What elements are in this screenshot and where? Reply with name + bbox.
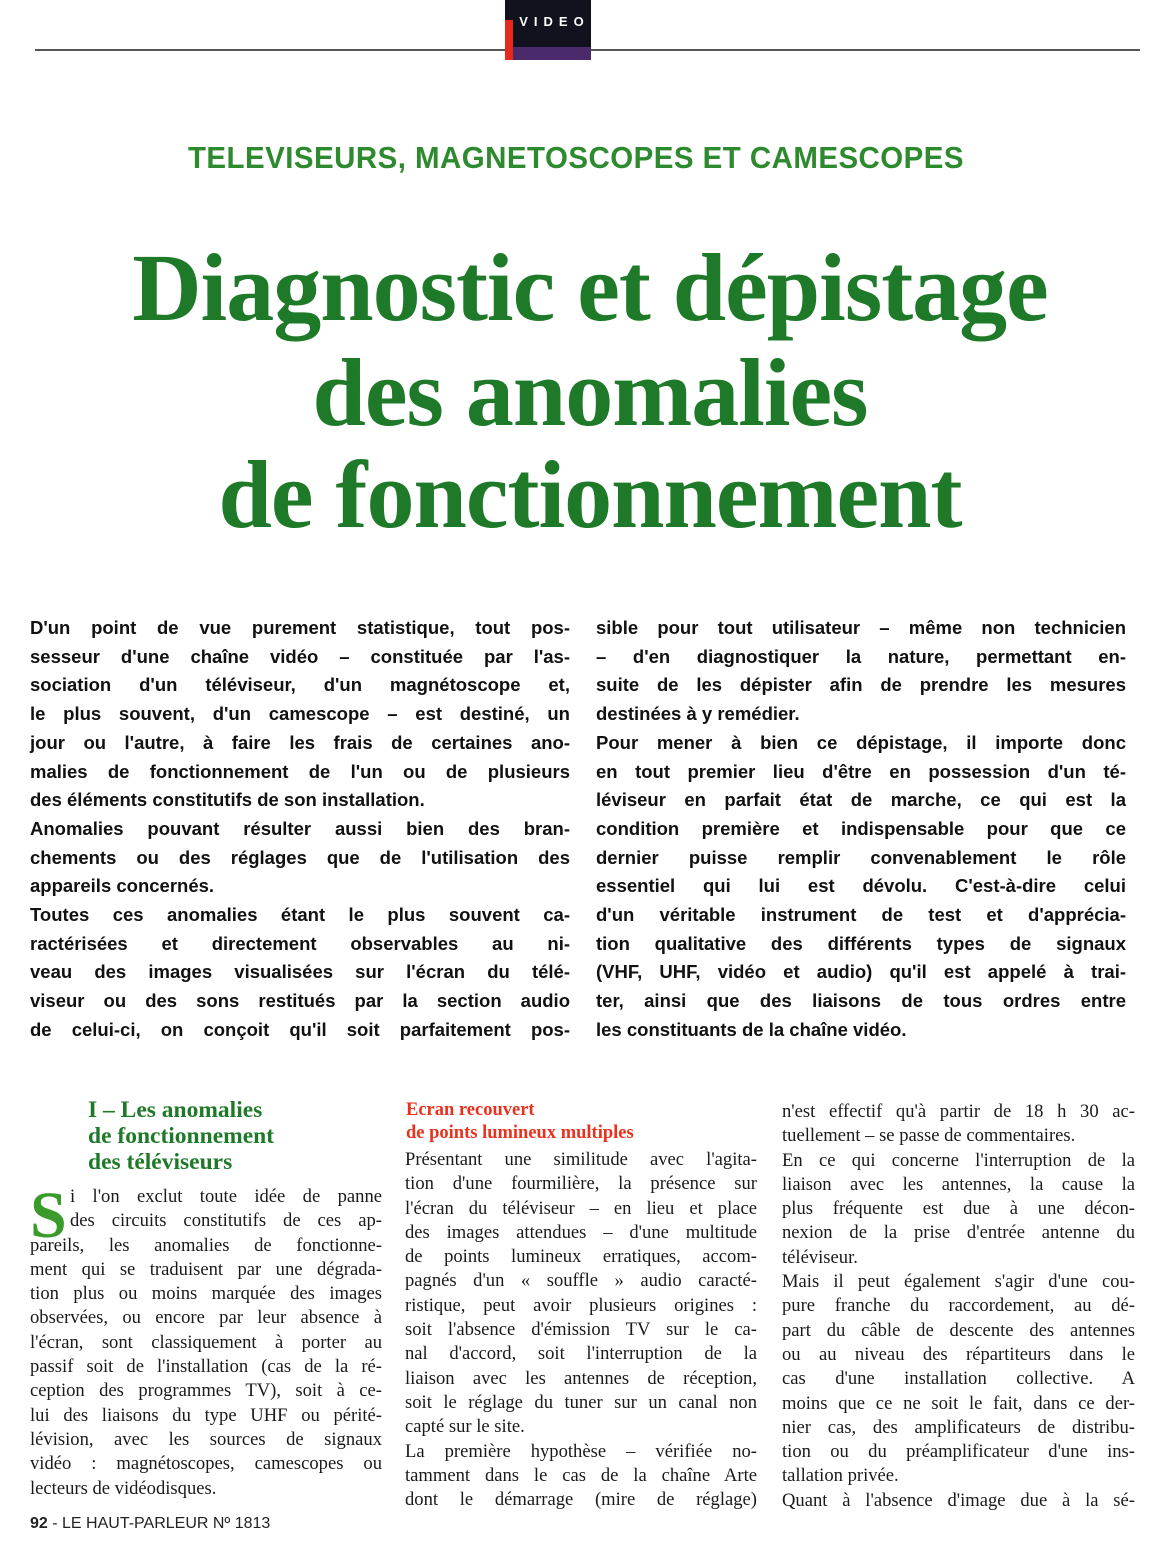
kicker-subtitle: TELEVISEURS, MAGNETOSCOPES ET CAMESCOPES (187, 140, 965, 175)
text-line: Toutes ces anomalies étant le plus souvent ca- (30, 904, 570, 926)
text-line: des éléments constitutifs de son installation. (30, 789, 425, 811)
text-line: ristique, peut avoir plusieurs origines : (405, 1294, 757, 1316)
text-line: D'un point de vue purement statistique, tout pos- (30, 617, 570, 638)
text-line: l'écran, sont classiquement à porter au (30, 1331, 382, 1353)
text-line: dont le démarrage (mire de réglage) (405, 1489, 757, 1511)
body-column-2 (405, 1148, 757, 1512)
text-line: les constituants de la chaîne vidéo. (596, 1018, 907, 1040)
text-line: d'un véritable instrument de test et d'apprécia- (596, 904, 1126, 926)
text-line: pure franche du raccordement, au dé- (782, 1295, 1135, 1317)
text-line: de points lumineux erratiques, accom- (405, 1246, 757, 1268)
text-line: liaison avec les antennes, la cause la (782, 1173, 1135, 1195)
page-footer (30, 1515, 270, 1533)
intro-column-1 (30, 614, 570, 1045)
text-line: plus fréquente est due à une décon- (782, 1198, 1135, 1220)
text-line: La première hypothèse – vérifiée no- (405, 1440, 757, 1462)
text-line: passif soit de l'installation (cas de la ré- (30, 1356, 382, 1378)
heading-line: de points lumineux multiples (406, 1123, 634, 1143)
text-line: tion ou du préamplificateur d'une ins- (782, 1441, 1135, 1463)
text-line: veau des images visualisées sur l'écran du télé- (30, 961, 570, 983)
text-line: soit l'absence d'émission TV sur le ca- (405, 1319, 757, 1341)
text-line: nal d'accord, soit l'interruption de la (405, 1343, 757, 1365)
title-line-1: Diagnostic et dépistage (132, 234, 1048, 341)
text-line: cas d'une installation collective. A (782, 1368, 1135, 1390)
title-line-3: de fonctionnement (218, 441, 962, 548)
text-line: sesseur d'une chaîne vidéo – constituée par l'as- (30, 645, 570, 667)
body-column-1 (30, 1179, 382, 1501)
publication-name: - LE HAUT-PARLEUR Nº 1813 (47, 1515, 271, 1532)
text-line: tallation privée. (782, 1465, 899, 1487)
section-heading-televiseurs (88, 1097, 388, 1175)
text-line: nier cas, des amplificateurs de distribu- (782, 1416, 1135, 1438)
text-line: sociation d'un téléviseur, d'un magnétoscope et, (30, 674, 570, 696)
text-line: nexion de la prise d'entrée antenne du (782, 1222, 1135, 1244)
text-line: le plus souvent, d'un camescope – est destiné, un (30, 703, 570, 725)
text-line: suite de les dépister afin de prendre les mesures (596, 674, 1126, 696)
text-line: des circuits constitutifs de ces ap- (70, 1210, 382, 1232)
title-line-2: des anomalies (312, 339, 868, 446)
page-number: 92 (30, 1515, 48, 1532)
text-line: lecteurs de vidéodisques. (30, 1477, 217, 1499)
text-line: part du câble de descente des antennes (782, 1319, 1135, 1341)
intro-column-2 (596, 614, 1126, 1045)
text-line: capté sur le site. (405, 1416, 525, 1438)
text-line: tion qualitative des différents types de signaux (596, 932, 1126, 954)
text-line: En ce qui concerne l'interruption de la (782, 1149, 1135, 1171)
drop-cap: S (30, 1179, 67, 1252)
text-line: ractérisées et directement observables au ni- (30, 932, 570, 954)
text-line: Mais il peut également s'agir d'une cou- (782, 1271, 1135, 1293)
text-line: appareils concernés. (30, 875, 215, 897)
heading-line: des téléviseurs (88, 1149, 233, 1175)
text-line: sible pour tout utilisateur – même non technicien (596, 617, 1126, 638)
section-tab-accent (505, 47, 591, 60)
heading-line: de fonctionnement (88, 1123, 275, 1149)
text-line: en tout premier lieu d'être en possession d'un té- (596, 760, 1126, 782)
text-line: soit le réglage du tuner sur un canal non (405, 1391, 757, 1413)
text-line: pagnés d'un « souffle » audio caracté- (405, 1270, 757, 1292)
text-line: ment qui se traduisent par une dégrada- (30, 1258, 382, 1280)
text-line: tion plus ou moins marquée des images (30, 1283, 382, 1305)
text-line: tamment dans le cas de la chaîne Arte (405, 1464, 757, 1486)
text-line: ception des programmes TV), soit à ce- (30, 1380, 382, 1402)
text-line: – d'en diagnostiquer la nature, permettant en- (596, 645, 1126, 667)
section-tab-red-bar (505, 20, 513, 60)
body-column-3 (782, 1100, 1135, 1513)
text-line: Anomalies pouvant résulter aussi bien des bran- (30, 817, 570, 839)
text-line: Pour mener à bien ce dépistage, il importe donc (596, 731, 1126, 753)
text-line: i l'on exclut toute idée de panne (70, 1186, 382, 1207)
heading-line: I – Les anomalies (88, 1097, 263, 1123)
text-line: lui des liaisons du type UHF ou périté- (30, 1404, 382, 1426)
subheading-ecran-recouvert (406, 1099, 756, 1145)
text-line: de celui-ci, on conçoit qu'il soit parfaitement pos- (30, 1018, 570, 1040)
text-line: Présentant une similitude avec l'agita- (405, 1149, 757, 1170)
text-line: dernier puisse remplir convenablement le rôle (596, 846, 1126, 868)
text-line: malies de fonctionnement de l'un ou de plusieurs (30, 760, 570, 782)
text-line: tuellement – se passe de commentaires. (782, 1125, 1076, 1147)
text-line: téléviseur. (782, 1246, 858, 1268)
text-line: (VHF, UHF, vidéo et audio) qu'il est appelé à trai- (596, 961, 1126, 983)
text-line: moins que ce ne soit le fait, dans ce der- (782, 1392, 1135, 1414)
text-line: ou au niveau des répartiteurs dans le (782, 1343, 1135, 1365)
text-line: Quant à l'absence d'image due à la sé- (782, 1489, 1135, 1511)
text-line: liaison avec les antennes de réception, (405, 1367, 757, 1389)
text-line: l'écran du téléviseur – en lieu et place (405, 1197, 757, 1219)
text-line: des images attendues – d'une multitude (405, 1221, 757, 1243)
text-line: observées, ou encore par leur absence à (30, 1307, 382, 1329)
heading-line: Ecran recouvert (406, 1100, 535, 1120)
text-line: léviseur en parfait état de marche, ce qui est la (596, 789, 1126, 811)
text-line: ter, ainsi que des liaisons de tous ordres entre (596, 990, 1126, 1012)
text-line: vidéo : magnétoscopes, camescopes ou (30, 1453, 382, 1475)
text-line: pareils, les anomalies de fonctionne- (30, 1234, 382, 1256)
text-line: essentiel qui lui est dévolu. C'est-à-dire celui (596, 875, 1126, 897)
text-line: n'est effectif qu'à partir de 18 h 30 ac- (782, 1101, 1135, 1122)
text-line: jour ou l'autre, à faire les frais de certaines ano- (30, 731, 570, 753)
text-line: chements ou des réglages que de l'utilisation des (30, 846, 570, 868)
text-line: tion d'une fourmilière, la présence sur (405, 1173, 757, 1195)
text-line: viseur ou des sons restitués par la section audio (30, 990, 570, 1012)
text-line: condition première et indispensable pour que ce (596, 817, 1126, 839)
section-label: VIDEO (519, 14, 590, 29)
text-line: destinées à y remédier. (596, 703, 800, 725)
text-line: lévision, avec les sources de signaux (30, 1428, 382, 1450)
